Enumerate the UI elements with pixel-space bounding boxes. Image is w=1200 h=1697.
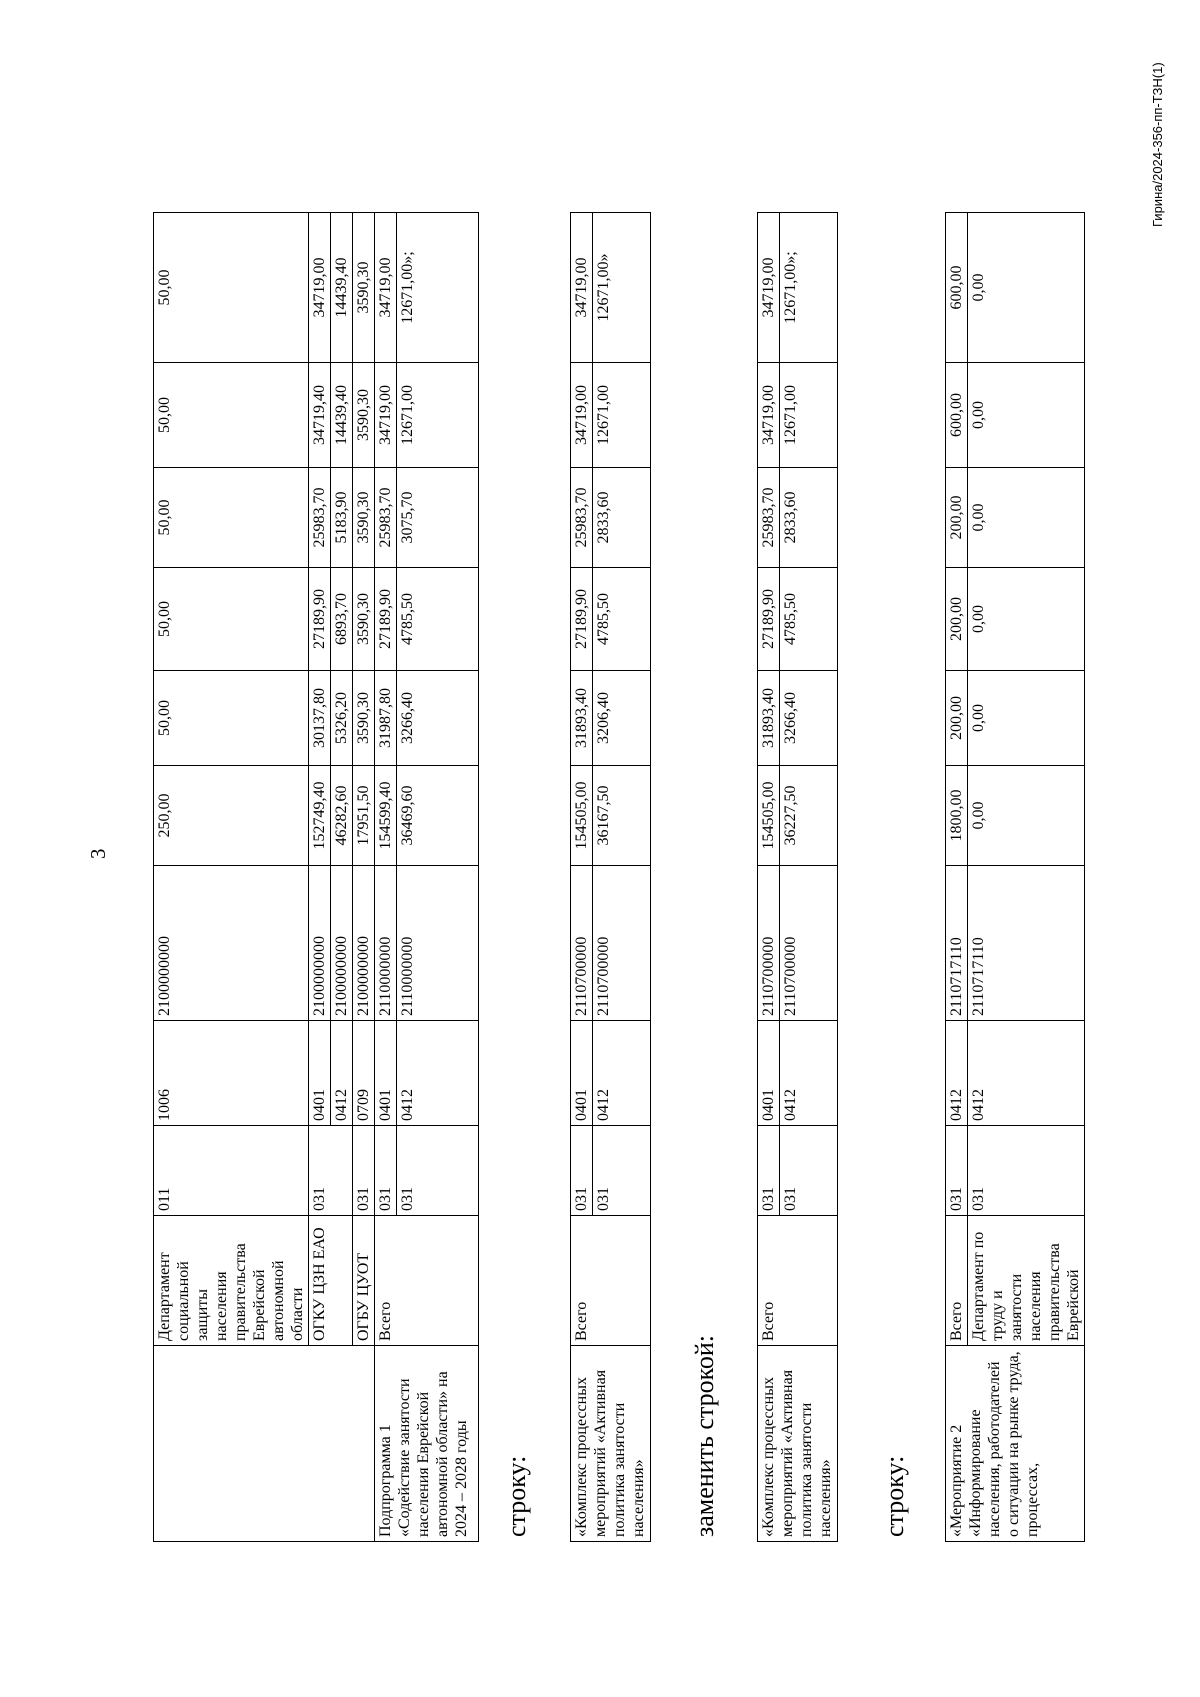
rz-cell: 0401 — [309, 1021, 331, 1126]
value-cell: 200,00 — [946, 568, 968, 671]
value-cell: 34719,00 — [375, 213, 397, 363]
value-cell: 0,00 — [968, 468, 1085, 568]
table-row — [968, 213, 1085, 1542]
value-cell: 1800,00 — [946, 766, 968, 866]
value-cell: 50,00 — [154, 468, 309, 568]
value-cell: 27189,90 — [571, 568, 593, 671]
section-label: строку: — [880, 1455, 909, 1537]
value-cell: 0,00 — [968, 363, 1085, 468]
value-cell: 25983,70 — [758, 468, 780, 568]
csr-cell: 2110700000 — [593, 866, 651, 1021]
value-cell: 600,00 — [946, 363, 968, 468]
responsible-cell: Департамент социальной защиты населения правительства Еврейской автономной области — [154, 1216, 309, 1346]
value-cell: 154505,00 — [758, 766, 780, 866]
value-cell: 0,00 — [968, 671, 1085, 766]
value-cell: 2833,60 — [593, 468, 651, 568]
program-name-cell: «Комплекс процессных мероприятий «Активная политика занятости населения» — [571, 1346, 651, 1542]
responsible-cell: Всего — [571, 1216, 651, 1346]
table-row — [353, 213, 375, 1542]
csr-cell: 2100000000 — [331, 866, 353, 1021]
rz-cell: 0401 — [758, 1021, 780, 1126]
page-number: 3 — [86, 848, 110, 859]
value-cell: 0,00 — [968, 568, 1085, 671]
value-cell: 600,00 — [946, 213, 968, 363]
value-cell: 154599,40 — [375, 766, 397, 866]
csr-cell: 2110700000 — [780, 866, 838, 1021]
value-cell: 200,00 — [946, 671, 968, 766]
rz-cell: 0709 — [353, 1021, 375, 1126]
value-cell: 50,00 — [154, 213, 309, 363]
value-cell: 2833,60 — [780, 468, 838, 568]
value-cell: 12671,00 — [397, 363, 479, 468]
budget-table-existing — [153, 212, 479, 1542]
value-cell: 27189,90 — [375, 568, 397, 671]
budget-table-event — [945, 212, 1085, 1542]
document-footer: Гирина/2024-356-пп-ТЗН(1) — [1150, 62, 1165, 227]
csr-cell: 2110700000 — [758, 866, 780, 1021]
value-cell: 34719,00 — [758, 213, 780, 363]
responsible-cell: Всего — [758, 1216, 838, 1346]
table-row — [309, 213, 331, 1542]
value-cell: 34719,00 — [571, 363, 593, 468]
grbs-cell: 031 — [309, 1126, 353, 1216]
csr-cell: 2100000000 — [353, 866, 375, 1021]
rz-cell: 0412 — [593, 1021, 651, 1126]
rz-cell: 0401 — [571, 1021, 593, 1126]
grbs-cell: 031 — [353, 1126, 375, 1216]
responsible-cell: ОГКУ ЦЗН ЕАО — [309, 1216, 353, 1346]
value-cell: 4785,50 — [397, 568, 479, 671]
responsible-cell: Всего — [946, 1216, 968, 1346]
value-cell: 31893,40 — [571, 671, 593, 766]
budget-table-replacement — [757, 212, 838, 1542]
csr-cell: 2110000000 — [397, 866, 479, 1021]
csr-cell: 2100000000 — [309, 866, 331, 1021]
value-cell: 3206,40 — [593, 671, 651, 766]
value-cell: 14439,40 — [331, 363, 353, 468]
value-cell: 27189,90 — [758, 568, 780, 671]
grbs-cell: 031 — [375, 1126, 397, 1216]
value-cell: 3590,30 — [353, 468, 375, 568]
value-cell: 12671,00» — [593, 213, 651, 363]
value-cell: 3590,30 — [353, 671, 375, 766]
program-name-cell: «Комплекс процессных мероприятий «Активная политика занятости населения» — [758, 1346, 838, 1542]
table-row — [375, 213, 397, 1542]
value-cell: 31987,80 — [375, 671, 397, 766]
value-cell: 34719,00 — [375, 363, 397, 468]
value-cell: 154505,00 — [571, 766, 593, 866]
table-row — [154, 213, 309, 1542]
table-row — [946, 213, 968, 1542]
grbs-cell: 031 — [397, 1126, 479, 1216]
budget-table-line — [570, 212, 651, 1542]
value-cell: 3266,40 — [780, 671, 838, 766]
value-cell: 50,00 — [154, 671, 309, 766]
csr-cell: 2110717110 — [968, 866, 1085, 1021]
grbs-cell: 031 — [780, 1126, 838, 1216]
value-cell: 17951,50 — [353, 766, 375, 866]
value-cell: 3266,40 — [397, 671, 479, 766]
rz-cell: 1006 — [154, 1021, 309, 1126]
value-cell: 5183,90 — [331, 468, 353, 568]
grbs-cell: 031 — [946, 1126, 968, 1216]
table-row — [758, 213, 780, 1542]
value-cell: 3075,70 — [397, 468, 479, 568]
value-cell: 3590,30 — [353, 568, 375, 671]
value-cell: 152749,40 — [309, 766, 331, 866]
csr-cell: 2110717110 — [946, 866, 968, 1021]
value-cell: 36227,50 — [780, 766, 838, 866]
responsible-cell: Департамент по труду и занятости населения правительства Еврейской — [968, 1216, 1085, 1346]
rz-cell: 0412 — [968, 1021, 1085, 1126]
value-cell: 25983,70 — [375, 468, 397, 568]
csr-cell: 2110000000 — [375, 866, 397, 1021]
table-row — [571, 213, 593, 1542]
responsible-cell: Всего — [375, 1216, 479, 1346]
value-cell: 0,00 — [968, 213, 1085, 363]
rz-cell: 0412 — [780, 1021, 838, 1126]
value-cell: 12671,00»; — [397, 213, 479, 363]
rz-cell: 0412 — [331, 1021, 353, 1126]
value-cell: 0,00 — [968, 766, 1085, 866]
csr-cell: 2110700000 — [571, 866, 593, 1021]
value-cell: 4785,50 — [593, 568, 651, 671]
value-cell: 12671,00»; — [780, 213, 838, 363]
value-cell: 14439,40 — [331, 213, 353, 363]
rz-cell: 0412 — [397, 1021, 479, 1126]
section-label: строку: — [502, 1455, 531, 1537]
value-cell: 3590,30 — [353, 363, 375, 468]
value-cell: 200,00 — [946, 468, 968, 568]
section-label: заменить строкой: — [690, 1334, 719, 1537]
grbs-cell: 011 — [154, 1126, 309, 1216]
value-cell: 34719,40 — [309, 363, 331, 468]
value-cell: 6893,70 — [331, 568, 353, 671]
value-cell: 31893,40 — [758, 671, 780, 766]
grbs-cell: 031 — [758, 1126, 780, 1216]
value-cell: 36469,60 — [397, 766, 479, 866]
rz-cell: 0412 — [946, 1021, 968, 1126]
grbs-cell: 031 — [593, 1126, 651, 1216]
grbs-cell: 031 — [968, 1126, 1085, 1216]
responsible-cell: ОГБУ ЦУОТ — [353, 1216, 375, 1346]
csr-cell: 2100000000 — [154, 866, 309, 1021]
value-cell: 3590,30 — [353, 213, 375, 363]
value-cell: 50,00 — [154, 363, 309, 468]
empty-cell — [154, 1346, 375, 1542]
value-cell: 30137,80 — [309, 671, 331, 766]
value-cell: 250,00 — [154, 766, 309, 866]
value-cell: 12671,00 — [780, 363, 838, 468]
value-cell: 25983,70 — [571, 468, 593, 568]
value-cell: 36167,50 — [593, 766, 651, 866]
value-cell: 34719,00 — [758, 363, 780, 468]
value-cell: 46282,60 — [331, 766, 353, 866]
value-cell: 25983,70 — [309, 468, 331, 568]
value-cell: 34719,00 — [309, 213, 331, 363]
program-name-cell: «Мероприятие 2 «Информирование населения, работодателей о ситуации на рынке труда, процессах, — [946, 1346, 1085, 1542]
value-cell: 27189,90 — [309, 568, 331, 671]
program-name-cell: Подпрограмма 1 «Содействие занятости населения Еврейской автономной области» на 2024 – 2028 годы — [375, 1346, 479, 1542]
value-cell: 50,00 — [154, 568, 309, 671]
grbs-cell: 031 — [571, 1126, 593, 1216]
value-cell: 34719,00 — [571, 213, 593, 363]
value-cell: 4785,50 — [780, 568, 838, 671]
rz-cell: 0401 — [375, 1021, 397, 1126]
value-cell: 12671,00 — [593, 363, 651, 468]
value-cell: 5326,20 — [331, 671, 353, 766]
